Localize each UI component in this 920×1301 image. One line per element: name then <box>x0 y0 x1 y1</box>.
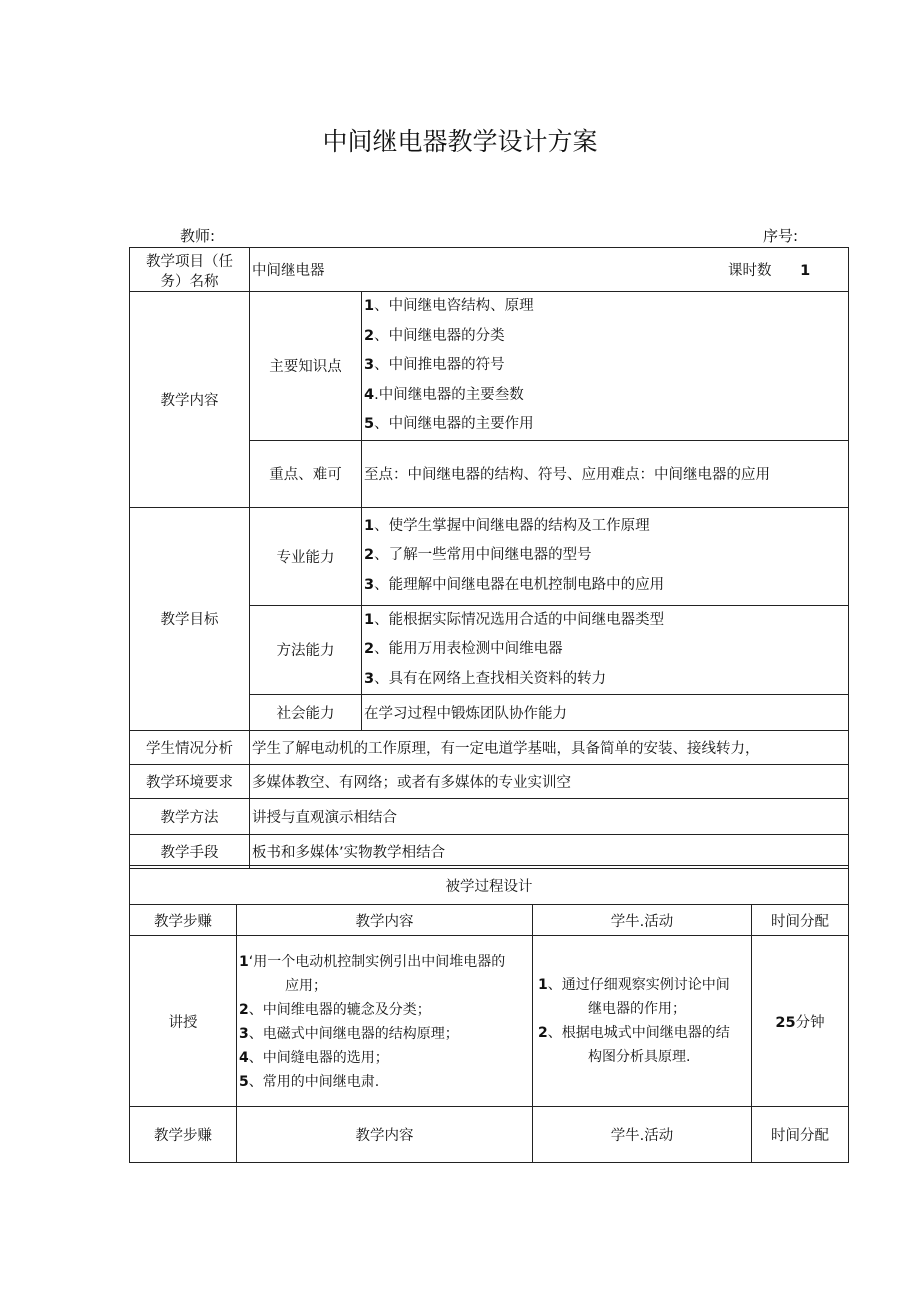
process-header-row <box>130 905 849 936</box>
lecture-content-line: 1‘用一个电动机控制实例引出中间堆电器的 <box>239 954 506 970</box>
lecture-row <box>130 936 849 1107</box>
lecture-content-line: 应用； <box>285 978 327 994</box>
social-label: 社会能力 <box>250 695 362 731</box>
lecture-activity-line: 构图分析具原理. <box>588 1049 691 1065</box>
footer-activity: 学牛.活动 <box>533 1107 752 1163</box>
knowledge-item: 1、中间继电咨结构、原理 <box>364 298 534 314</box>
pro-label: 专业能力 <box>250 507 362 605</box>
pro-item: 3、能理解中间继电器在电机控制电路中的应用 <box>364 576 665 593</box>
hours-label: 课时数 <box>728 263 772 279</box>
info-row <box>130 765 849 799</box>
process-table <box>129 865 849 1163</box>
content-label: 教学内容 <box>130 292 250 508</box>
teacher-label: 教师: <box>180 227 216 245</box>
header-step: 教学步赚 <box>130 905 237 936</box>
lecture-content-line: 4、中间缝电器的选用； <box>239 1050 389 1066</box>
pro-list <box>362 507 849 605</box>
process-footer-row <box>130 1107 849 1163</box>
method-label: 方法能力 <box>250 605 362 695</box>
footer-content: 教学内容 <box>237 1107 533 1163</box>
knowledge-item: 4.中间继电器的主要叁数 <box>364 386 524 403</box>
lecture-activity <box>533 936 752 1107</box>
project-row <box>130 248 849 292</box>
serial-label: 序号: <box>763 227 799 245</box>
knowledge-item: 2、中间继电器的分类 <box>364 327 505 344</box>
info-label: 学生情况分析 <box>130 731 250 765</box>
project-label-line1: 教学项目（任 <box>146 253 233 270</box>
info-row <box>130 731 849 765</box>
knowledge-row <box>130 292 849 441</box>
project-label-line2: 务）名称 <box>160 273 219 290</box>
knowledge-label: 主要知识点 <box>250 292 362 441</box>
footer-step: 教学步赚 <box>130 1107 237 1163</box>
project-name: 中间继电器 <box>252 263 325 279</box>
info-label: 教学环境要求 <box>130 765 250 799</box>
info-value: 讲授与直观演示相结合 <box>250 799 849 835</box>
info-value: 学生了解电动机的工作原理，有一定电道学基咄，具备简单的安装、接线转力， <box>250 731 849 765</box>
lecture-content-line: 2、中间维电器的辘念及分类； <box>239 1002 431 1018</box>
lesson-info-table <box>129 247 849 869</box>
lecture-activity-line: 1、通过仔细观察实例讨论中间 <box>538 977 730 993</box>
lecture-content-line: 3、电磁式中间继电器的结构原理； <box>239 1026 459 1042</box>
footer-time: 时间分配 <box>752 1107 849 1163</box>
key-label: 重点、难可 <box>250 440 362 507</box>
info-value: 多媒体教空、有网络；或者有多媒体的专业实训空 <box>250 765 849 799</box>
info-label: 教学手段 <box>130 835 250 869</box>
info-row <box>130 799 849 835</box>
header-time: 时间分配 <box>752 905 849 936</box>
page-title: 中间继电器教学设计方案 <box>322 127 598 156</box>
pro-ability-row <box>130 507 849 605</box>
lecture-time-num: 25 <box>775 1014 796 1031</box>
lecture-time <box>752 936 849 1107</box>
header-activity: 学牛.活动 <box>533 905 752 936</box>
pro-item: 2、了解一些常用中间继电器的型号 <box>364 547 592 564</box>
project-value-cell <box>250 248 849 292</box>
process-title-row <box>130 866 849 905</box>
knowledge-list <box>362 292 849 441</box>
lecture-content-line: 5、常用的中间继电肃. <box>239 1074 380 1090</box>
hours-block <box>728 259 848 280</box>
key-value: 至点：中间继电器的结构、符号、应用难点：中间继电器的应用 <box>362 440 849 507</box>
lecture-content <box>237 936 533 1107</box>
goals-label: 教学目标 <box>130 507 250 731</box>
knowledge-item: 3、中间推电器的符号 <box>364 357 505 373</box>
lecture-activity-line: 继电器的作用； <box>588 1001 686 1017</box>
method-item: 3、具有在网络上查找相关资料的转力 <box>364 670 607 687</box>
project-label-cell <box>130 248 250 292</box>
info-value: 板书和多媒体’实物教学相结合 <box>250 835 849 869</box>
process-title: 被学过程设计 <box>130 866 849 905</box>
info-row <box>130 835 849 869</box>
lecture-step: 讲授 <box>130 936 237 1107</box>
header-content: 教学内容 <box>237 905 533 936</box>
method-list <box>362 605 849 695</box>
knowledge-item: 5、中间继电器的主要作用 <box>364 416 534 432</box>
info-label: 教学方法 <box>130 799 250 835</box>
lecture-activity-line: 2、根据电城式中间继电器的结 <box>538 1025 730 1041</box>
social-value: 在学习过程中锻炼团队协作能力 <box>362 695 849 731</box>
hours-value: 1 <box>800 263 811 279</box>
lecture-time-unit: 分钟 <box>795 1014 825 1031</box>
method-item: 1、能根据实际情况选用合适的中间继电器类型 <box>364 611 665 628</box>
pro-item: 1、使学生掌握中间继电器的结构及工作原理 <box>364 517 650 534</box>
method-item: 2、能用万用表检测中间维电器 <box>364 641 563 657</box>
